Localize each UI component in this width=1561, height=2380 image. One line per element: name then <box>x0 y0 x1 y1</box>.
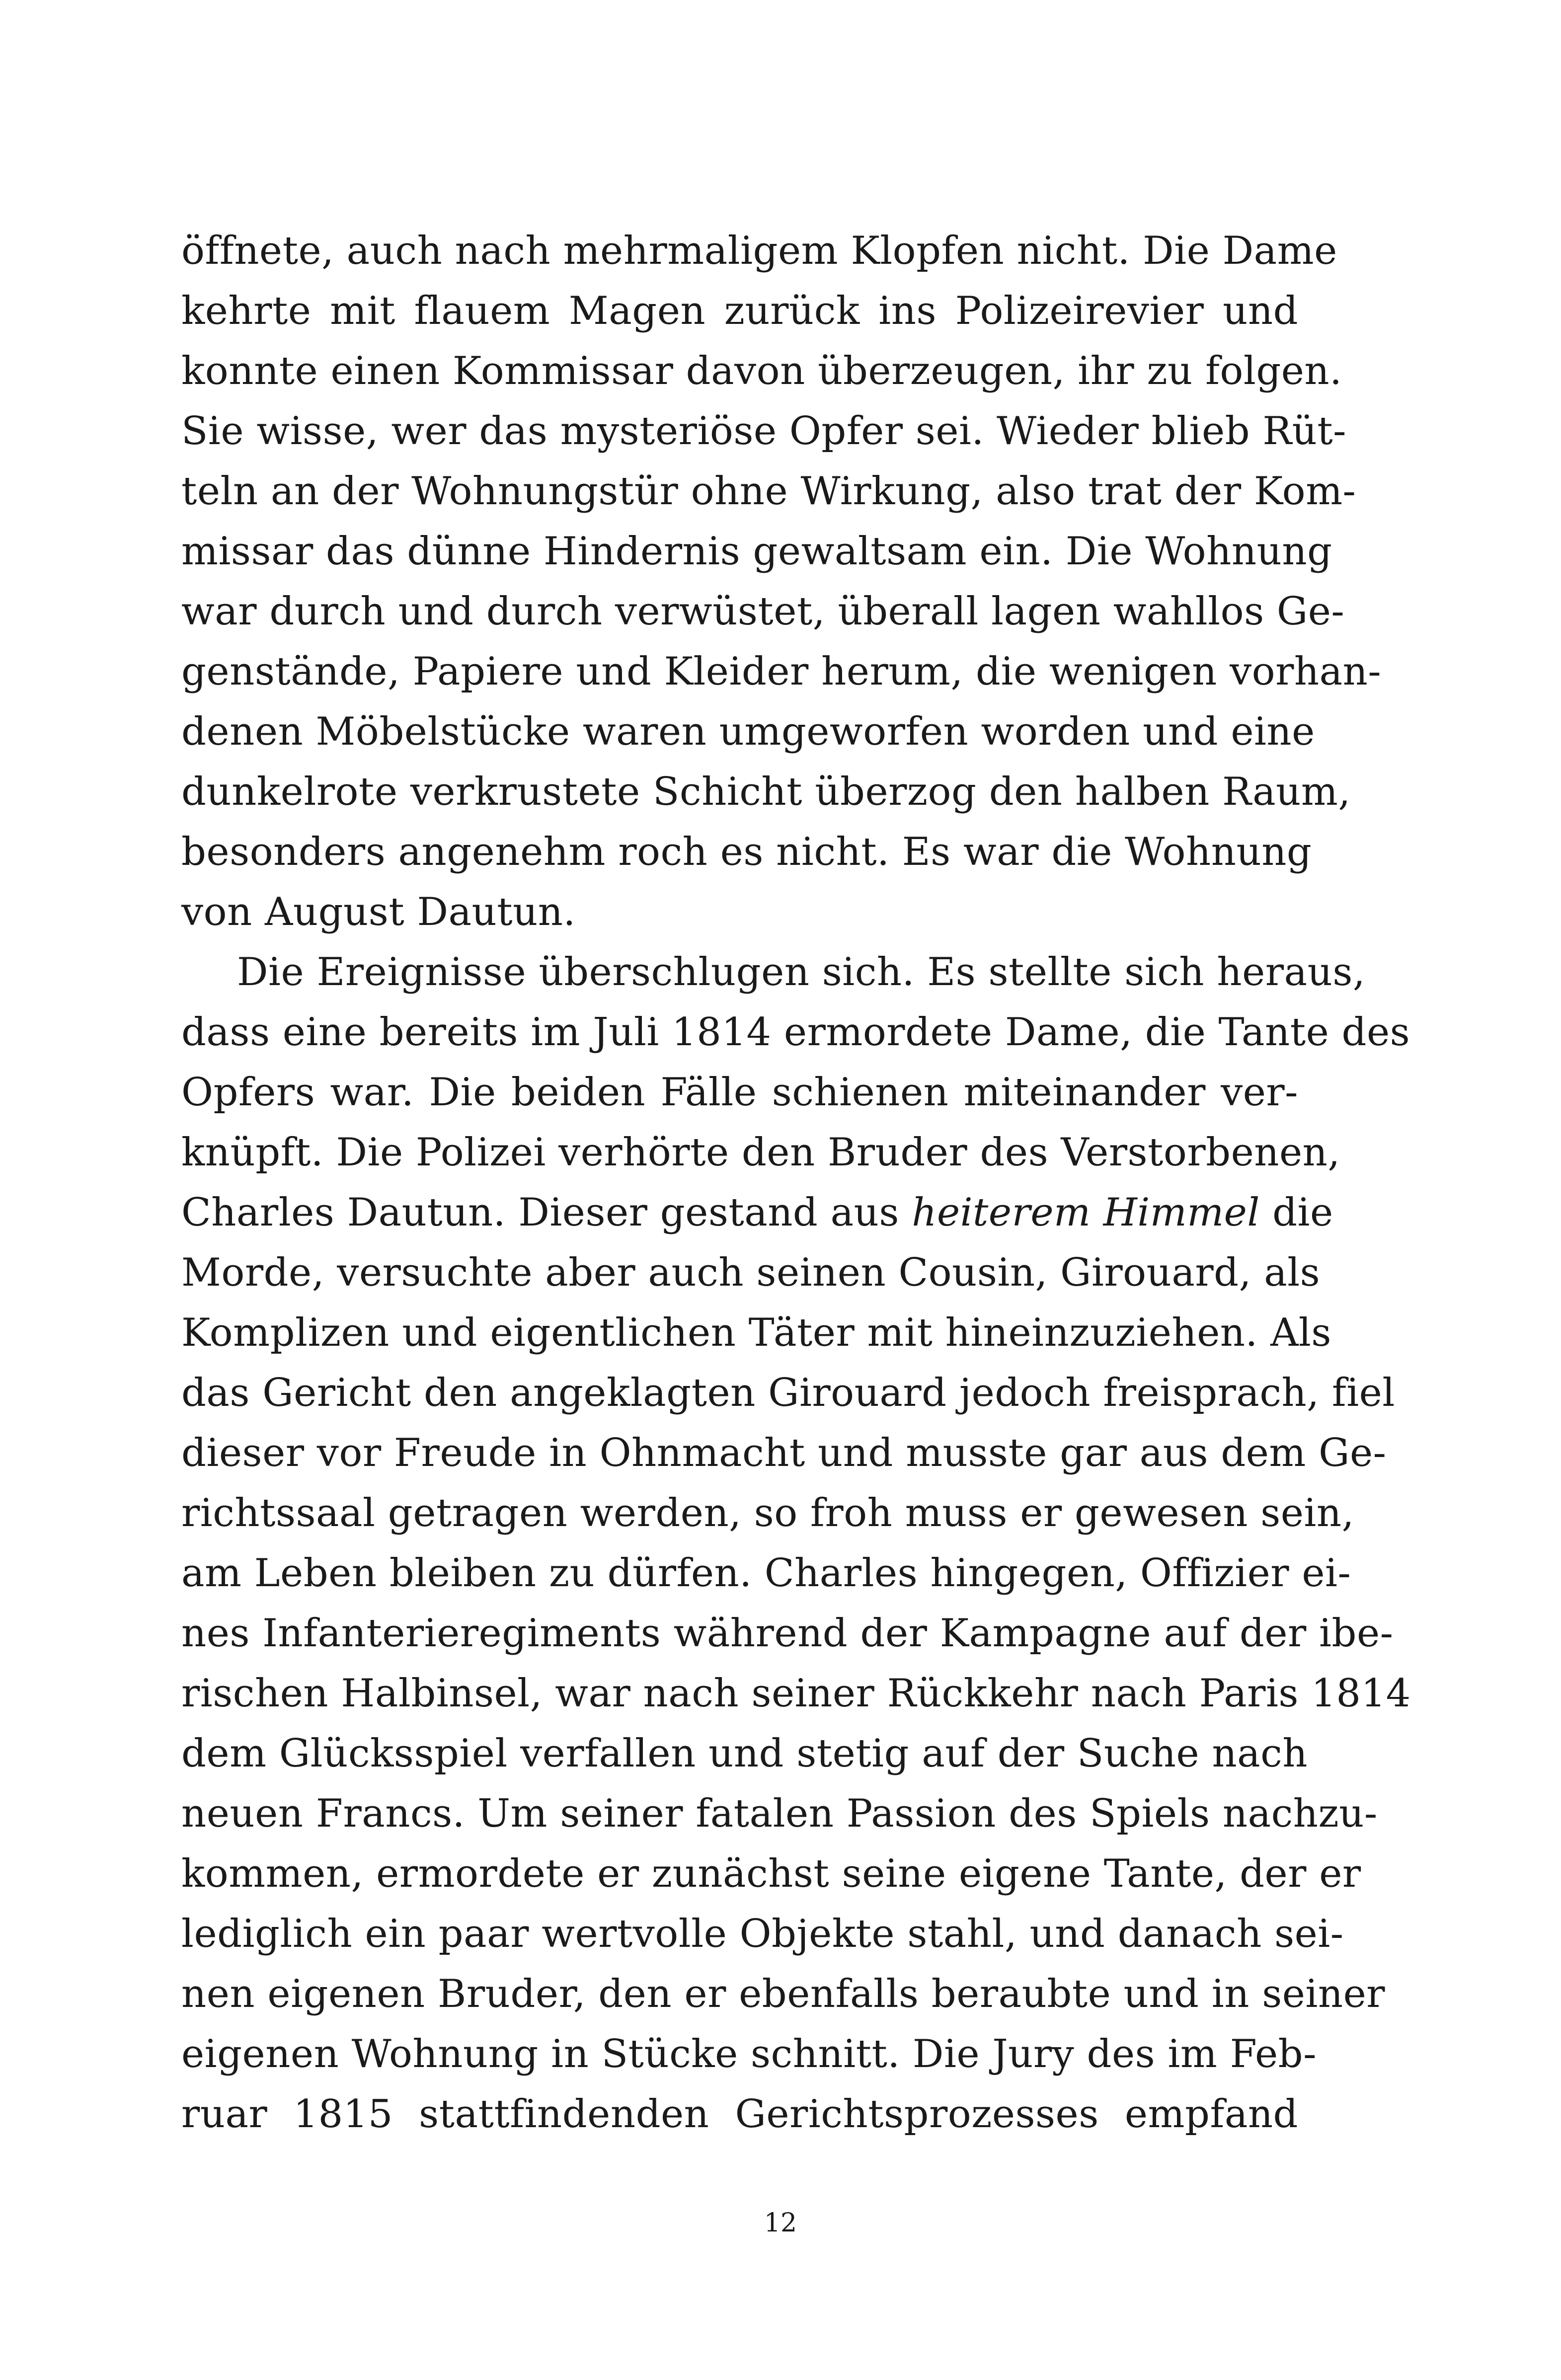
text-line: Opfers war. Die beiden Fälle schienen miteinander ver- <box>181 1070 1298 1115</box>
text-line: Komplizen und eigentlichen Täter mit hineinzuziehen. Als <box>181 1310 1331 1355</box>
text-line: ruar 1815 stattfindenden Gerichtsprozesses empfand <box>181 2092 1298 2137</box>
text-line: rischen Halbinsel, war nach seiner Rückkehr nach Paris 1814 <box>181 1671 1411 1716</box>
text-line: nes Infanterieregiments während der Kampagne auf der ibe- <box>181 1611 1394 1656</box>
text-line: besonders angenehm roch es nicht. Es war die Wohnung <box>181 830 1312 874</box>
text-line: dass eine bereits im Juli 1814 ermordete Dame, die Tante des <box>181 1010 1410 1055</box>
text-line: dem Glücksspiel verfallen und stetig auf der Suche nach <box>181 1731 1308 1776</box>
text-line: eigenen Wohnung in Stücke schnitt. Die Jury des im Feb- <box>181 2032 1317 2076</box>
text-line: knüpft. Die Polizei verhörte den Bruder des Verstorbenen, <box>181 1130 1340 1175</box>
text-line: dunkelrote verkrustete Schicht überzog den halben Raum, <box>181 769 1351 814</box>
page-number: 12 <box>764 2208 797 2238</box>
text-line-with-italic <box>181 1183 1333 1243</box>
text-line: lediglich ein paar wertvolle Objekte stahl, und danach sei- <box>181 1912 1344 1956</box>
text-line: denen Möbelstücke waren umgeworfen worden und eine <box>181 709 1315 754</box>
text-line: konnte einen Kommissar davon überzeugen, ihr zu folgen. <box>181 349 1342 393</box>
text-line: von August Dautun. <box>181 890 576 934</box>
text-line: kommen, ermordete er zunächst seine eigene Tante, der er <box>181 1851 1361 1896</box>
text-line: missar das dünne Hindernis gewaltsam ein. Die Wohnung <box>181 529 1332 574</box>
text-line: das Gericht den angeklagten Girouard jedoch freisprach, fiel <box>181 1371 1395 1415</box>
text-line: dieser vor Freude in Ohnmacht und musste gar aus dem Ge- <box>181 1431 1387 1475</box>
text-line: war durch und durch verwüstet, überall lagen wahllos Ge- <box>181 589 1345 634</box>
italic-phrase: heiterem Himmel <box>912 1190 1260 1235</box>
text-line: Morde, versuchte aber auch seinen Cousin, Girouard, als <box>181 1250 1321 1295</box>
text-line: öffnete, auch nach mehrmaligem Klopfen nicht. Die Dame <box>181 229 1337 273</box>
text-line: teln an der Wohnungstür ohne Wirkung, also trat der Kom- <box>181 469 1356 514</box>
text-line: nen eigenen Bruder, den er ebenfalls beraubte und in seiner <box>181 1972 1386 2016</box>
text-line: Die Ereignisse überschlugen sich. Es stellte sich heraus, <box>237 950 1366 995</box>
text-line: Sie wisse, wer das mysteriöse Opfer sei. Wieder blieb Rüt- <box>181 409 1347 454</box>
text-segment: Charles Dautun. Dieser gestand aus <box>181 1190 912 1235</box>
text-line: am Leben bleiben zu dürfen. Charles hingegen, Offizier ei- <box>181 1551 1351 1596</box>
text-line: kehrte mit flauem Magen zurück ins Polizeirevier und <box>181 289 1298 333</box>
body-text <box>181 221 1411 2145</box>
text-line: richtssaal getragen werden, so froh muss er gewesen sein, <box>181 1491 1354 1535</box>
text-line: neuen Francs. Um seiner fatalen Passion des Spiels nachzu- <box>181 1791 1378 1836</box>
text-segment: die <box>1259 1190 1333 1235</box>
text-line: genstände, Papiere und Kleider herum, die wenigen vorhan- <box>181 649 1382 694</box>
